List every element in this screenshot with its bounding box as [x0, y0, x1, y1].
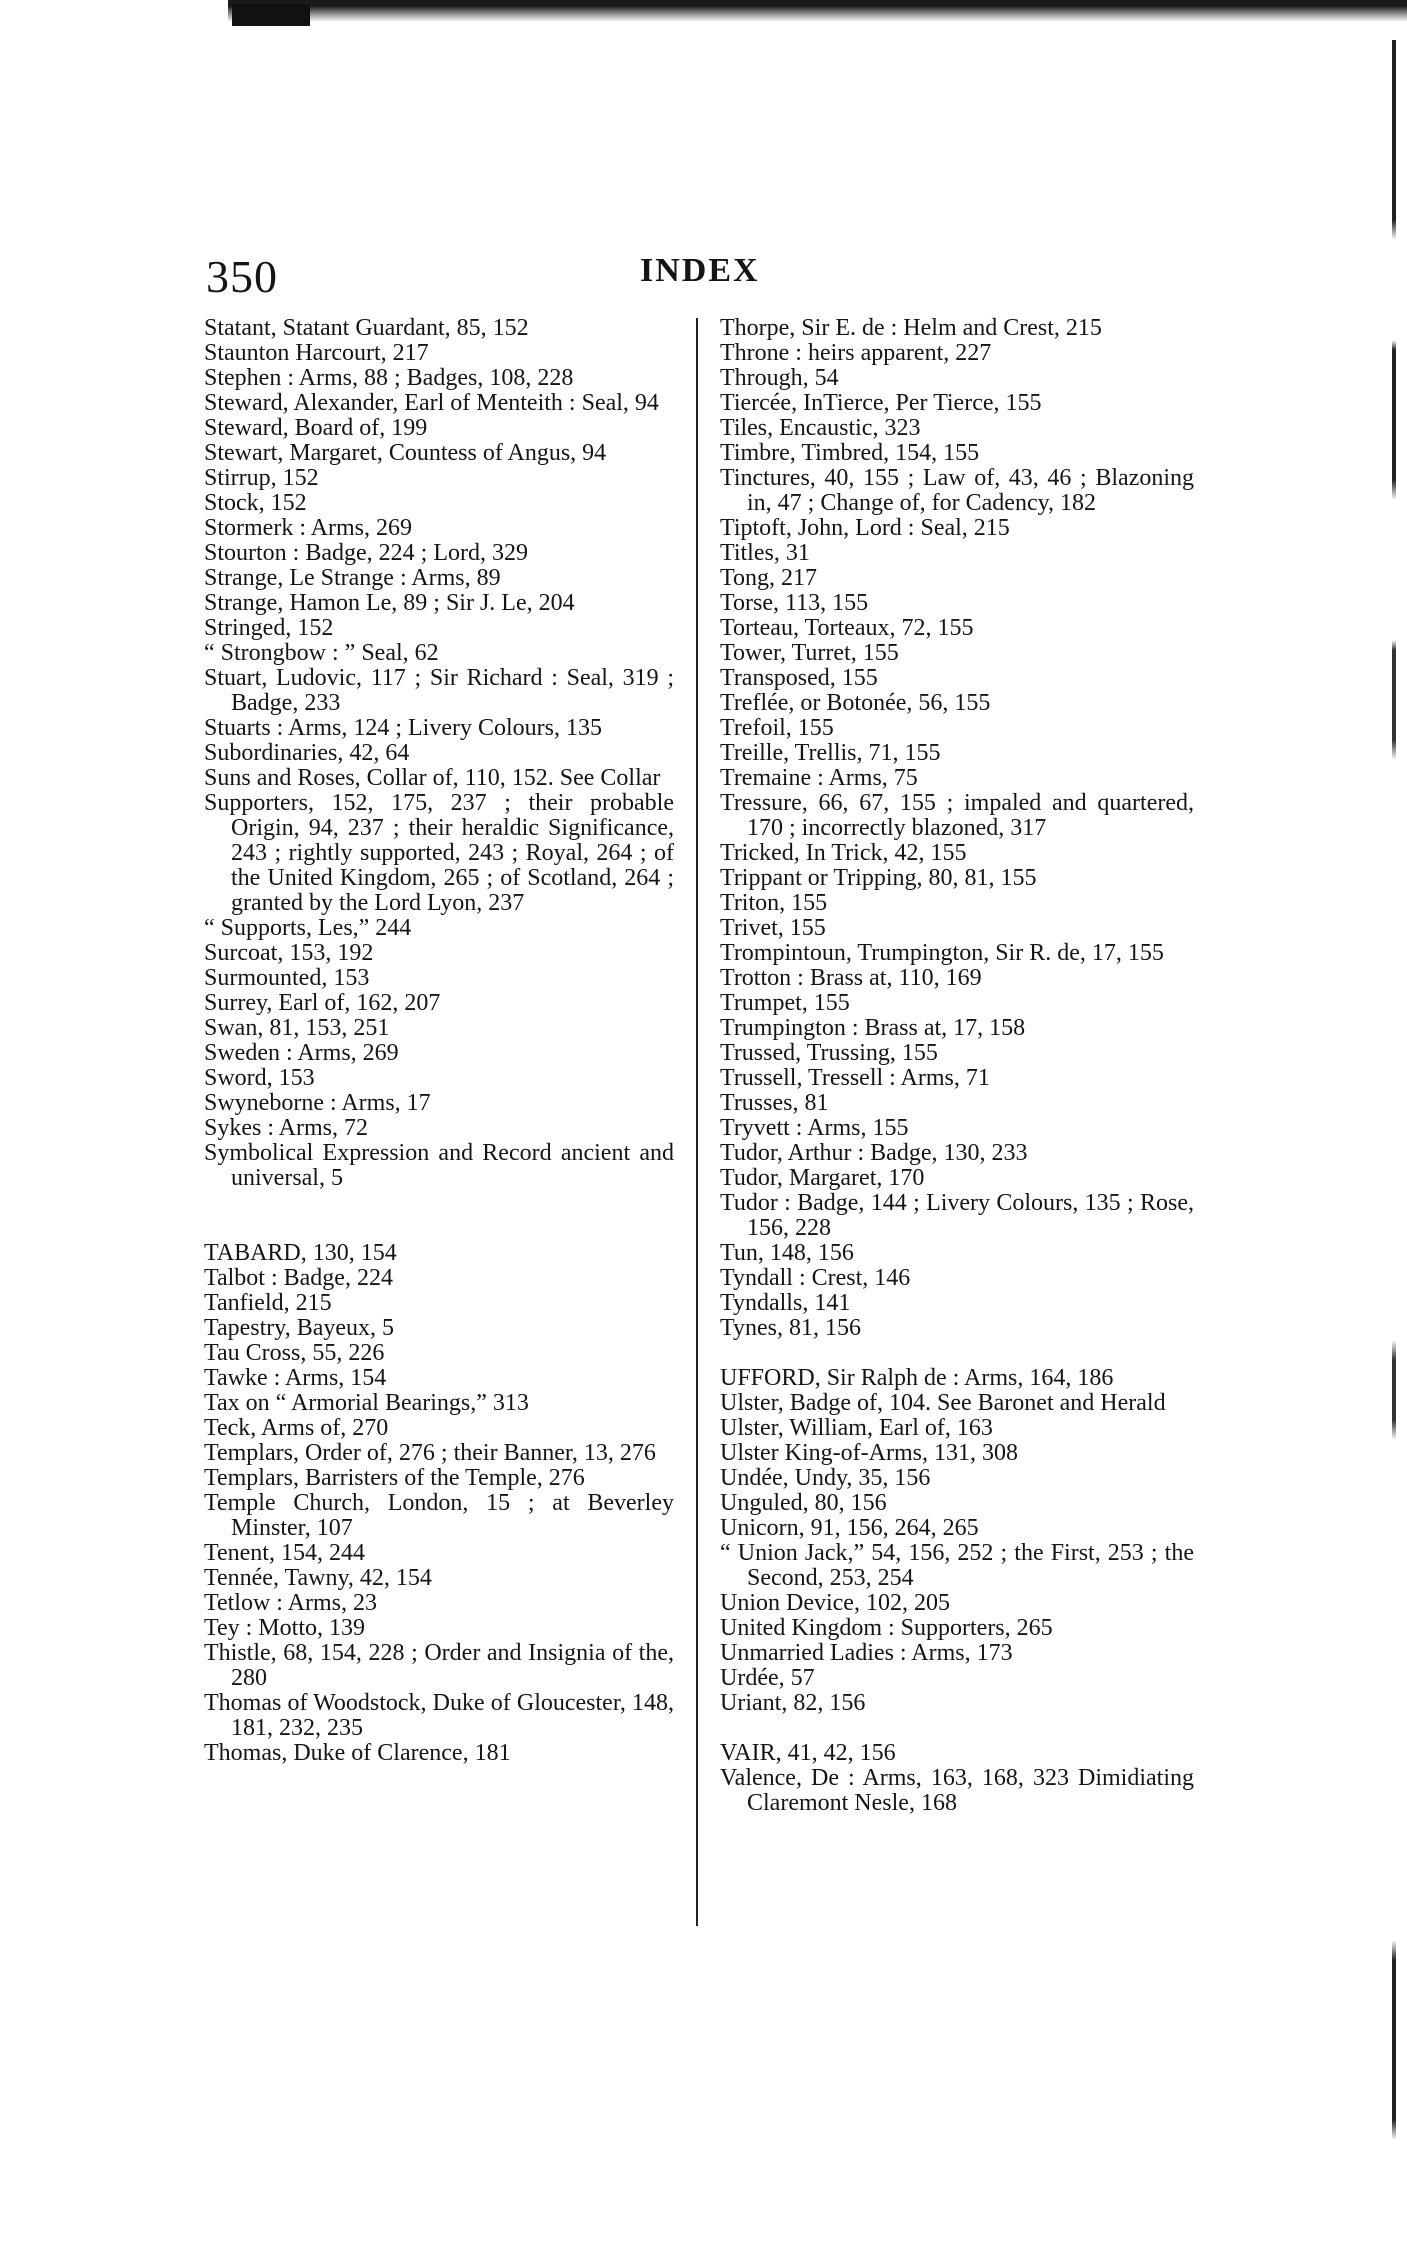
scan-corner-mark: [232, 4, 310, 26]
index-entry: Tapestry, Bayeux, 5: [204, 1315, 395, 1341]
index-entry: Statant, Statant Guardant, 85, 152: [204, 315, 529, 341]
index-entry: Stormerk : Arms, 269: [204, 515, 412, 541]
index-entry: Torse, 113, 155: [720, 590, 869, 616]
index-entry: Swan, 81, 153, 251: [204, 1015, 390, 1041]
index-entry: Steward, Board of, 199: [204, 415, 428, 441]
index-entry: Tawke : Arms, 154: [204, 1365, 387, 1391]
index-entry: Strange, Hamon Le, 89 ; Sir J. Le, 204: [204, 590, 575, 616]
index-entry: Tyndall : Crest, 146: [720, 1265, 911, 1291]
index-column-left: [204, 316, 674, 1766]
index-entry: Treflée, or Botonée, 56, 155: [720, 690, 991, 716]
index-entry: Temple Church, London, 15 ; at Beverley Minster, 107: [204, 1490, 674, 1541]
index-entry: Stewart, Margaret, Countess of Angus, 94: [204, 440, 607, 466]
index-entry: Tennée, Tawny, 42, 154: [204, 1565, 432, 1591]
index-entry: Tremaine : Arms, 75: [720, 765, 918, 791]
index-entry: Steward, Alexander, Earl of Menteith : Seal, 94: [204, 390, 659, 416]
index-entry: Ulster, William, Earl of, 163: [720, 1415, 993, 1441]
index-entry: Trusses, 81: [720, 1090, 829, 1116]
index-entry: Tudor, Arthur : Badge, 130, 233: [720, 1140, 1028, 1166]
index-entry: Unicorn, 91, 156, 264, 265: [720, 1515, 979, 1541]
index-entry: “ Strongbow : ” Seal, 62: [204, 640, 439, 666]
index-entry: Surcoat, 153, 192: [204, 940, 374, 966]
index-entry: Urdée, 57: [720, 1665, 815, 1691]
index-entry: Tudor, Margaret, 170: [720, 1165, 925, 1191]
index-entry: Trussell, Tressell : Arms, 71: [720, 1065, 990, 1091]
index-entry: Ulster, Badge of, 104. See Baronet and Herald: [720, 1390, 1166, 1416]
index-entry: Unguled, 80, 156: [720, 1490, 887, 1516]
index-entry: Stuarts : Arms, 124 ; Livery Colours, 135: [204, 715, 602, 741]
index-entry: Union Device, 102, 205: [720, 1590, 950, 1616]
index-entry: UFFORD, Sir Ralph de : Arms, 164, 186: [720, 1365, 1114, 1391]
index-entry: Throne : heirs apparent, 227: [720, 340, 992, 366]
index-entry: Tinctures, 40, 155 ; Law of, 43, 46 ; Blazoning in, 47 ; Change of, for Cadency, 182: [720, 465, 1194, 516]
index-entry: Stephen : Arms, 88 ; Badges, 108, 228: [204, 365, 574, 391]
index-entry: Uriant, 82, 156: [720, 1690, 866, 1716]
index-entry: Tetlow : Arms, 23: [204, 1590, 377, 1616]
index-entry: Trippant or Tripping, 80, 81, 155: [720, 865, 1037, 891]
index-column-right: [720, 316, 1194, 1816]
index-entry: Talbot : Badge, 224: [204, 1265, 393, 1291]
index-entry: Triton, 155: [720, 890, 828, 916]
index-entry: Trussed, Trussing, 155: [720, 1040, 938, 1066]
index-entry: Sword, 153: [204, 1065, 315, 1091]
index-entry: Tricked, In Trick, 42, 155: [720, 840, 967, 866]
index-entry: Thorpe, Sir E. de : Helm and Crest, 215: [720, 315, 1102, 341]
index-entry: Tryvett : Arms, 155: [720, 1115, 909, 1141]
index-entry: Stringed, 152: [204, 615, 334, 641]
index-entry: TABARD, 130, 154: [204, 1240, 397, 1266]
index-entry: Tong, 217: [720, 565, 817, 591]
index-entry: Tey : Motto, 139: [204, 1615, 365, 1641]
index-entry: Surrey, Earl of, 162, 207: [204, 990, 441, 1016]
index-entry: Stourton : Badge, 224 ; Lord, 329: [204, 540, 528, 566]
index-entry: Trumpet, 155: [720, 990, 850, 1016]
index-entry: Ulster King-of-Arms, 131, 308: [720, 1440, 1018, 1466]
index-entry: “ Union Jack,” 54, 156, 252 ; the First, 253 ; the Second, 253, 254: [720, 1540, 1194, 1591]
index-entry: United Kingdom : Supporters, 265: [720, 1615, 1053, 1641]
index-entry: Thomas, Duke of Clarence, 181: [204, 1740, 511, 1766]
index-entry: Thomas of Woodstock, Duke of Gloucester, 148, 181, 232, 235: [204, 1690, 674, 1741]
index-entry: Templars, Order of, 276 ; their Banner, 13, 276: [204, 1440, 656, 1466]
page-number: 350: [206, 251, 278, 302]
index-entry: Trotton : Brass at, 110, 169: [720, 965, 982, 991]
index-entry: Timbre, Timbred, 154, 155: [720, 440, 980, 466]
column-divider: [696, 318, 698, 1926]
index-entry: Symbolical Expression and Record ancient and universal, 5: [204, 1140, 674, 1191]
index-entry: Tynes, 81, 156: [720, 1315, 861, 1341]
index-entry: Tanfield, 215: [204, 1290, 332, 1316]
index-entry: Trefoil, 155: [720, 715, 834, 741]
index-entry: Supporters, 152, 175, 237 ; their probable Origin, 94, 237 ; their heraldic Significance, 243 ; rightly supported, 243 ; Royal, 264 ; of the United Kingdom, 265 ; of Scotland, 264 ; granted by the Lord Lyon, 237: [204, 790, 674, 916]
index-entry: Tau Cross, 55, 226: [204, 1340, 385, 1366]
index-entry: Trumpington : Brass at, 17, 158: [720, 1015, 1026, 1041]
index-entry: “ Supports, Les,” 244: [204, 915, 412, 941]
index-entry: Through, 54: [720, 365, 839, 391]
index-entry: Trivet, 155: [720, 915, 826, 941]
index-entry: Templars, Barristers of the Temple, 276: [204, 1465, 585, 1491]
index-entry: Undée, Undy, 35, 156: [720, 1465, 931, 1491]
index-entry: Staunton Harcourt, 217: [204, 340, 429, 366]
scan-right-edge: [1392, 40, 1396, 2230]
index-entry: Tiles, Encaustic, 323: [720, 415, 921, 441]
index-entry: Trompintoun, Trumpington, Sir R. de, 17, 155: [720, 940, 1164, 966]
index-entry: Stock, 152: [204, 490, 307, 516]
scan-top-edge: [228, 0, 1407, 22]
index-entry: VAIR, 41, 42, 156: [720, 1740, 896, 1766]
index-entry: Subordinaries, 42, 64: [204, 740, 410, 766]
index-entry: Tressure, 66, 67, 155 ; impaled and quartered, 170 ; incorrectly blazoned, 317: [720, 790, 1194, 841]
index-entry: Torteau, Torteaux, 72, 155: [720, 615, 974, 641]
index-entry: Valence, De : Arms, 163, 168, 323 Dimidiating Claremont Nesle, 168: [720, 1765, 1194, 1816]
index-entry: Tun, 148, 156: [720, 1240, 854, 1266]
page-title: INDEX: [640, 252, 760, 289]
index-entry: Swyneborne : Arms, 17: [204, 1090, 431, 1116]
index-entry: Surmounted, 153: [204, 965, 370, 991]
index-entry: Sykes : Arms, 72: [204, 1115, 369, 1141]
index-entry: Tax on “ Armorial Bearings,” 313: [204, 1390, 529, 1416]
index-entry: Teck, Arms of, 270: [204, 1415, 389, 1441]
index-entry: Tudor : Badge, 144 ; Livery Colours, 135 ; Rose, 156, 228: [720, 1190, 1194, 1241]
index-entry: Tiptoft, John, Lord : Seal, 215: [720, 515, 1010, 541]
index-entry: Transposed, 155: [720, 665, 878, 691]
index-entry: Tyndalls, 141: [720, 1290, 851, 1316]
index-entry: Unmarried Ladies : Arms, 173: [720, 1640, 1013, 1666]
index-entry: Suns and Roses, Collar of, 110, 152. See Collar: [204, 765, 661, 791]
index-entry: Tiercée, InTierce, Per Tierce, 155: [720, 390, 1042, 416]
index-entry: Tenent, 154, 244: [204, 1540, 365, 1566]
index-entry: Stirrup, 152: [204, 465, 319, 491]
index-entry: Thistle, 68, 154, 228 ; Order and Insignia of the, 280: [204, 1640, 674, 1691]
index-entry: Stuart, Ludovic, 117 ; Sir Richard : Seal, 319 ; Badge, 233: [204, 665, 674, 716]
index-entry: Strange, Le Strange : Arms, 89: [204, 565, 501, 591]
index-entry: Tower, Turret, 155: [720, 640, 899, 666]
index-entry: Sweden : Arms, 269: [204, 1040, 399, 1066]
index-entry: Titles, 31: [720, 540, 810, 566]
index-entry: Treille, Trellis, 71, 155: [720, 740, 941, 766]
